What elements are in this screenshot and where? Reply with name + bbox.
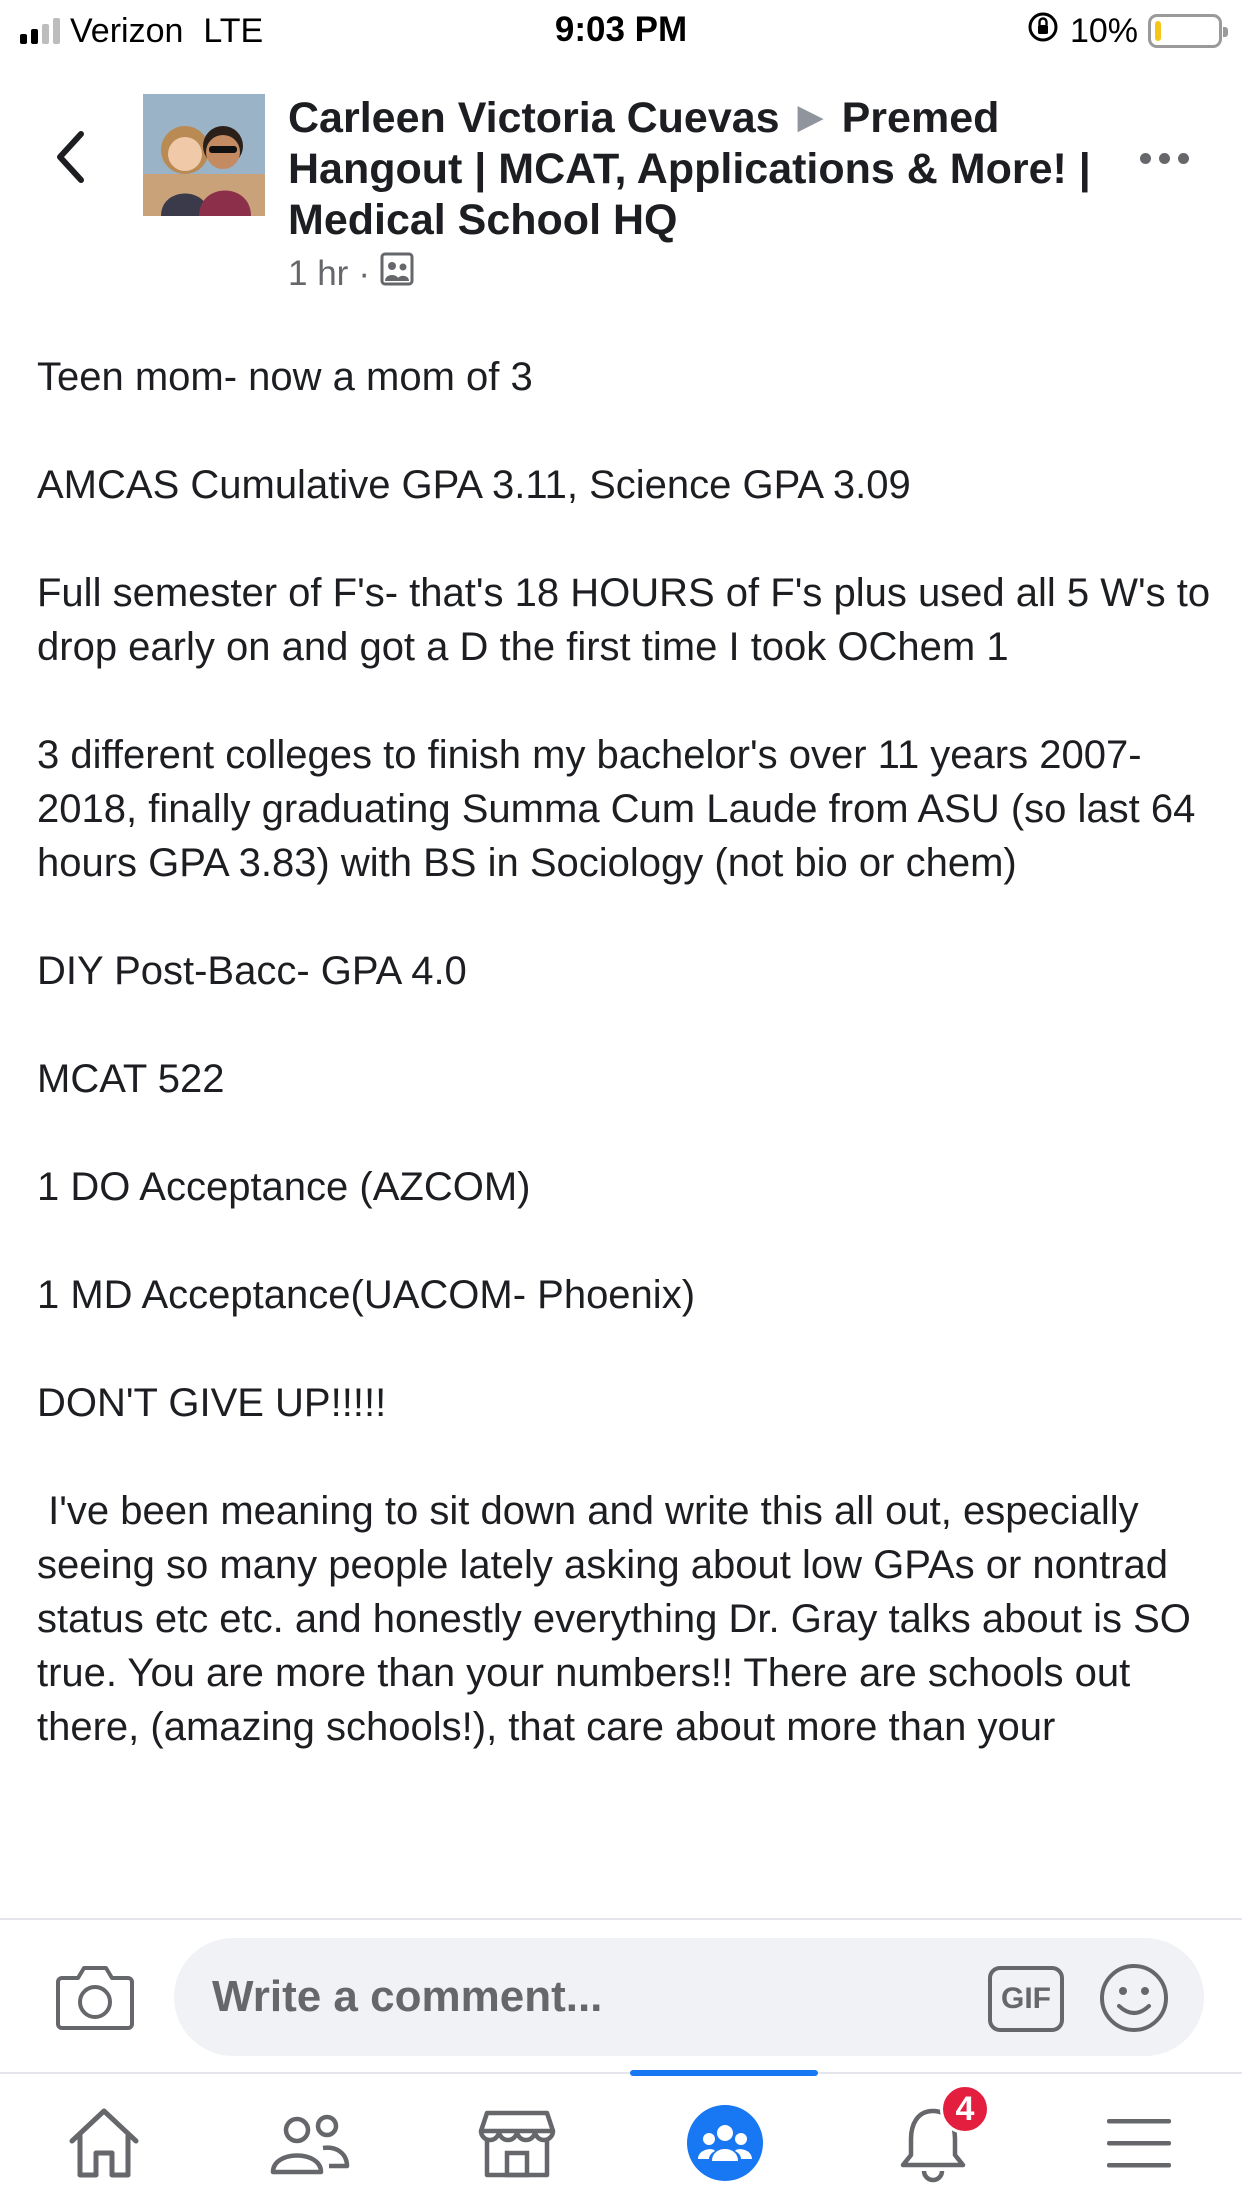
tab-friends[interactable] (264, 2098, 354, 2188)
battery-fill (1155, 21, 1161, 41)
battery-percent: 10% (1069, 11, 1138, 50)
author-name[interactable]: Carleen Victoria Cuevas (288, 94, 780, 142)
orientation-lock-icon (1026, 10, 1060, 53)
status-time: 9:03 PM (554, 10, 688, 49)
comment-placeholder: Write a comment... (212, 1972, 603, 2021)
marketplace-icon (477, 2105, 557, 2181)
post-paragraph: 1 MD Acceptance(UACOM- Phoenix) (37, 1273, 696, 1317)
post-meta (288, 252, 414, 295)
comment-bar (0, 1918, 1242, 2070)
triangle-right-icon: ▶ (797, 98, 824, 136)
more-options-button[interactable] (1124, 138, 1204, 178)
avatar[interactable] (143, 94, 265, 216)
home-icon (64, 2105, 144, 2181)
group-audience-icon (380, 252, 414, 295)
status-right (1026, 10, 1222, 52)
post-paragraph: DON'T GIVE UP!!!!! (37, 1381, 387, 1425)
camera-icon (56, 1962, 134, 2032)
battery-icon (1148, 14, 1222, 48)
tab-home[interactable] (59, 2098, 149, 2188)
network-label: LTE (203, 11, 264, 50)
back-button[interactable] (40, 122, 100, 192)
smiley-icon (1098, 1962, 1170, 2034)
post-paragraph: 3 different colleges to finish my bachelor's over 11 years 2007-2018, finally graduating Summa Cum Laude from ASU (so last 64 hours GPA 3.83) with BS in Sociology (not bio or chem) (37, 733, 1207, 885)
tab-marketplace[interactable] (472, 2098, 562, 2188)
post-paragraph: Teen mom- now a mom of 3 (37, 355, 533, 399)
emoji-button[interactable] (1098, 1962, 1170, 2034)
post-time[interactable]: 1 hr (288, 253, 349, 293)
post-title (288, 92, 1108, 246)
gif-button[interactable]: GIF (988, 1966, 1064, 2032)
active-tab-indicator (630, 2070, 818, 2076)
post-header (0, 80, 1242, 310)
notification-badge: 4 (940, 2084, 990, 2134)
carrier-label: Verizon (70, 11, 184, 50)
camera-button[interactable] (56, 1962, 134, 2032)
tab-notifications[interactable] (888, 2089, 978, 2188)
hamburger-menu-icon (1103, 2113, 1175, 2173)
tab-groups[interactable] (680, 2098, 770, 2188)
post-paragraph: AMCAS Cumulative GPA 3.11, Science GPA 3.09 (37, 463, 911, 507)
status-bar (0, 0, 1242, 62)
friends-icon (267, 2108, 351, 2178)
comment-input[interactable] (174, 1938, 1204, 2056)
post-paragraph: I've been meaning to sit down and write this all out, especially seeing so many people lately asking about low GPAs or nontrad status etc etc. and honestly everything Dr. Gray talks about is SO true. You are more than your numbers!! There are schools out there, (amazing schools!), that care about more than your (37, 1489, 1203, 1749)
tab-menu[interactable] (1094, 2098, 1184, 2188)
post-paragraph: Full semester of F's- that's 18 HOURS of F's plus used all 5 W's to drop early on and got a D the first time I took OChem 1 (37, 571, 1222, 669)
chevron-left-icon (53, 129, 87, 185)
group-name[interactable]: Premed Hangout | MCAT, Applications & More! | Medical School HQ (288, 94, 1091, 244)
post-body (37, 350, 1222, 1910)
post-paragraph: MCAT 522 (37, 1057, 225, 1101)
groups-icon (685, 2103, 765, 2183)
meta-separator: · (358, 253, 370, 293)
post-paragraph: DIY Post-Bacc- GPA 4.0 (37, 949, 467, 993)
post-paragraph: 1 DO Acceptance (AZCOM) (37, 1165, 531, 1209)
tab-bar (0, 2072, 1242, 2208)
